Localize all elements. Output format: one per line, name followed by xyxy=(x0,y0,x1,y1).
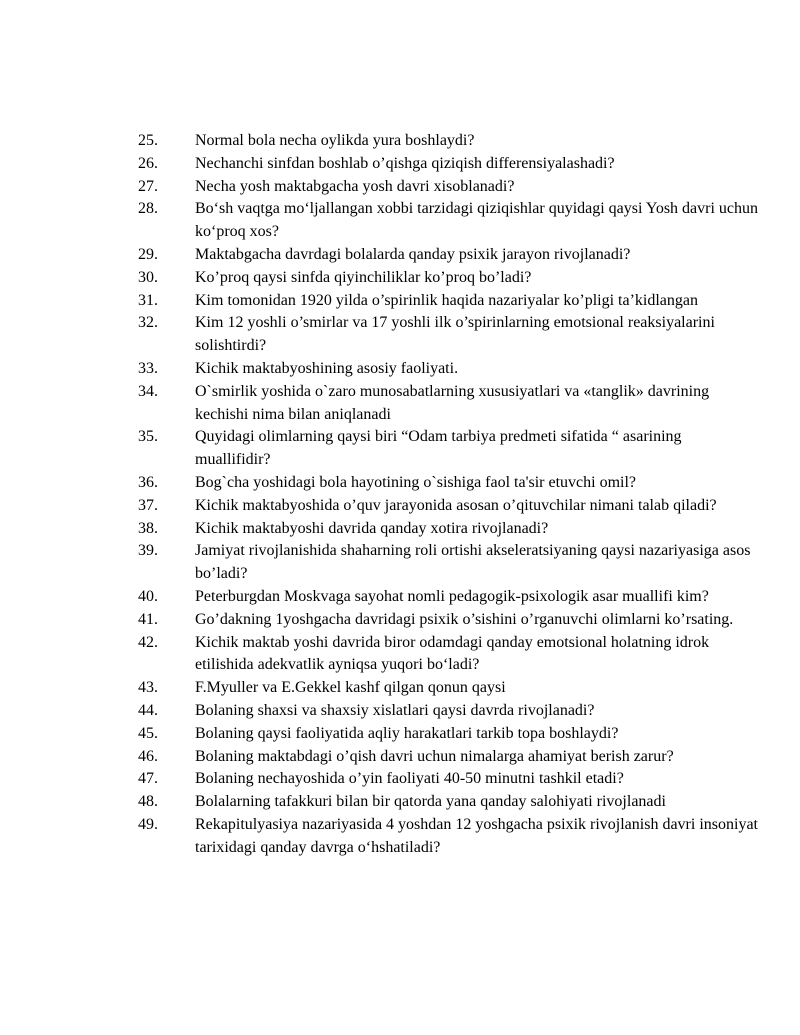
question-text: Kichik maktabyoshida o’quv jarayonida asosan o’qituvchilar nimani talab qiladi? xyxy=(195,496,717,514)
question-text: Bolaning qaysi faoliyatida aqliy harakatlari tarkib topa boshlaydi? xyxy=(195,724,619,742)
question-item xyxy=(138,677,758,700)
question-text: Peterburgdan Moskvaga sayohat nomli pedagogik-psixologik asar muallifi kim? xyxy=(195,587,709,605)
question-text: Normal bola necha oylikda yura boshlaydi? xyxy=(195,132,475,149)
question-number: 48. xyxy=(138,793,158,811)
question-item xyxy=(138,472,758,495)
question-number: 34. xyxy=(138,382,158,400)
question-item xyxy=(138,130,758,153)
question-text: F.Myuller va E.Gekkel kashf qilgan qonun qaysi xyxy=(195,679,506,697)
question-item xyxy=(138,198,758,244)
question-text: Nechanchi sinfdan boshlab o’qishga qiziqish differensiyalashadi? xyxy=(195,154,615,172)
question-text: Bolalarning tafakkuri bilan bir qatorda yana qanday salohiyati rivojlanadi xyxy=(195,793,666,811)
question-item xyxy=(138,153,758,176)
question-item xyxy=(138,290,758,313)
question-number: 38. xyxy=(138,519,158,537)
question-item xyxy=(138,312,758,358)
question-item xyxy=(138,540,758,586)
question-item xyxy=(138,176,758,199)
question-item xyxy=(138,746,758,769)
question-item xyxy=(138,518,758,541)
question-number: 45. xyxy=(138,724,158,742)
question-number: 42. xyxy=(138,633,158,651)
question-number: 36. xyxy=(138,473,158,491)
question-number: 25. xyxy=(138,132,158,149)
question-text: Bolaning shaxsi va shaxsiy xislatlari qaysi davrda rivojlanadi? xyxy=(195,701,595,719)
question-item xyxy=(138,791,758,814)
question-text: Ko’proq qaysi sinfda qiyinchiliklar ko’proq bo’ladi? xyxy=(195,268,532,286)
question-item xyxy=(138,586,758,609)
question-text: Kichik maktabyoshining asosiy faoliyati. xyxy=(195,359,459,377)
question-item xyxy=(138,814,758,860)
question-item xyxy=(138,495,758,518)
question-list xyxy=(138,130,758,860)
question-item xyxy=(138,609,758,632)
question-item xyxy=(138,632,758,678)
question-item xyxy=(138,723,758,746)
question-text: Kim tomonidan 1920 yilda o’spirinlik haqida nazariyalar ko’pligi ta’kidlangan xyxy=(195,291,698,309)
question-number: 26. xyxy=(138,154,158,172)
question-item xyxy=(138,358,758,381)
question-number: 37. xyxy=(138,496,158,514)
question-number: 43. xyxy=(138,679,158,697)
question-text: Jamiyat rivojlanishida shaharning roli ortishi akseleratsiyaning qaysi nazariyasiga asos bo’ladi? xyxy=(195,542,751,583)
question-number: 32. xyxy=(138,314,158,332)
question-item xyxy=(138,381,758,427)
question-number: 44. xyxy=(138,701,158,719)
question-number: 47. xyxy=(138,770,158,788)
question-number: 28. xyxy=(138,200,158,218)
question-text: Necha yosh maktabgacha yosh davri xisoblanadi? xyxy=(195,177,515,195)
question-number: 30. xyxy=(138,268,158,286)
question-text: Rekapitulyasiya nazariyasida 4 yoshdan 12 yoshgacha psixik rivojlanish davri insoniyat tarixidagi qanday davrga o‘hshatiladi? xyxy=(195,815,758,856)
question-text: Bo‘sh vaqtga mo‘ljallangan xobbi tarzidagi qiziqishlar quyidagi qaysi Yosh davri uchun ko‘proq xos? xyxy=(195,200,759,241)
question-number: 39. xyxy=(138,542,158,560)
question-number: 35. xyxy=(138,428,158,446)
question-text: Maktabgacha davrdagi bolalarda qanday psixik jarayon rivojlanadi? xyxy=(195,245,631,263)
question-item xyxy=(138,768,758,791)
question-text: Bolaning maktabdagi o’qish davri uchun nimalarga ahamiyat berish zarur? xyxy=(195,747,674,765)
question-number: 33. xyxy=(138,359,158,377)
question-number: 46. xyxy=(138,747,158,765)
question-item xyxy=(138,267,758,290)
question-number: 29. xyxy=(138,245,158,263)
question-text: Kichik maktabyoshi davrida qanday xotira rivojlanadi? xyxy=(195,519,549,537)
question-text: Kichik maktab yoshi davrida biror odamdagi qanday emotsional holatning idrok etilishida adekvatlik ayniqsa yuqori bo‘ladi? xyxy=(195,633,710,674)
question-text: Bog`cha yoshidagi bola hayotining o`sishiga faol ta'sir etuvchi omil? xyxy=(195,473,637,491)
question-number: 31. xyxy=(138,291,158,309)
question-text: Bolaning nechayoshida o’yin faoliyati 40-50 minutni tashkil etadi? xyxy=(195,770,624,788)
question-text: O`smirlik yoshida o`zaro munosabatlarning xususiyatlari va «tanglik» davrining kechishi nima bilan aniqlanadi xyxy=(195,382,710,423)
question-text: Go’dakning 1yoshgacha davridagi psixik o’sishini o’rganuvchi olimlarni ko’rsating. xyxy=(195,610,734,628)
question-item xyxy=(138,426,758,472)
question-text: Quyidagi olimlarning qaysi biri “Odam tarbiya predmeti sifatida “ asarining muallifidir? xyxy=(195,428,682,469)
question-item xyxy=(138,244,758,267)
question-number: 49. xyxy=(138,815,158,833)
question-text: Kim 12 yoshli o’smirlar va 17 yoshli ilk o’spirinlarning emotsional reaksiyalarini solishtirdi? xyxy=(195,314,715,355)
question-number: 41. xyxy=(138,610,158,628)
question-number: 27. xyxy=(138,177,158,195)
question-number: 40. xyxy=(138,587,158,605)
question-item xyxy=(138,700,758,723)
